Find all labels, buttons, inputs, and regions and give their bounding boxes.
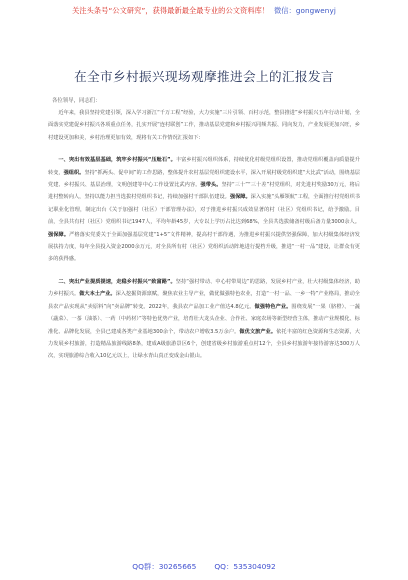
paragraph-text-run: 依托丰富的红色资源和生态资源，大力发展乡村旅游，打造精品旅游线路8条，建成A级旅游景区6个，创建省级乡村旅游重点村12个，全县乡村旅游年接待游客达300万人次，实现旅游综合收入10亿元以上，让绿水青山真正变成金山银山。: [48, 328, 360, 360]
paragraph-bold-run: 一、突出有效基层基础，筑牢乡村振兴“压舱石”。: [58, 157, 176, 164]
paragraph-text-run: 近年来，我县坚持党建引领，深入学习浙江“千万工程”经验，大力实施“三片引领、百村示范，整县推进”乡村振兴五年行动计划，全面落实党建促乡村振兴各项重点任务，扎实开展“连村联创”工作，推动基层党建和乡村振兴同频共振、同向发力，产业发展更加兴旺，乡村建设更加和美，乡村治理更加有效，现将有关工作情况汇报如下：: [48, 110, 360, 141]
document-greeting: 各位领导，同志们：: [52, 98, 101, 104]
paragraph-text-run: 丰富乡村振兴组织体系，持续优化村级党组织设置，推动党组织覆盖向质量提升转变，: [48, 157, 360, 176]
paragraph-bold-run: 二、突出产业提质提速，走稳乡村振兴“致富路”。: [58, 278, 176, 285]
footer-qq-group: QQ群：30265665: [132, 562, 197, 571]
top-banner: [0, 6, 408, 16]
banner-promo-text: 关注头条号“公文研究”，获得最新最全最专业的公文资料库！: [72, 6, 270, 15]
paragraph-bold-run: 强保障。: [229, 194, 251, 201]
paragraph-text-run: 深入实施“头雁领航”工程，全面推行村党组织书记职业化管理，制定出台《关于加强村（社区）干部管理办法》，对于推进乡村振兴成效显著的村（社区）党组织书记，给予激励。目前，全县共有村（社区）党组织书记1947人，平均年龄45岁，大专以上学历占比达到68%，全县共选拔储备村级后备力量3000余人。: [48, 194, 360, 226]
paragraph-text-run: 深入挖掘资源禀赋，聚焦农业主导产业，做优做强特色农业，打造“一村一品、一乡一特”产业格局，推动全县农产品实现从“卖原料”向“卖品牌”转变。2022年，我县农产品加工业产值达4.8亿元。: [48, 291, 360, 310]
banner-wechat-text: 微信：gongwenyj: [273, 6, 336, 15]
paragraph-bold-run: 强保障。: [48, 231, 70, 238]
paragraph-bold-run: 做优文旅产业。: [239, 328, 277, 335]
paragraph-bold-run: 做强特色产业。: [254, 303, 292, 310]
paragraph-text-run: 坚持“抓两头、促中间”的工作思路，整体提升农村基层党组织建设水平，深入开展村级党组织建“大比武”活动，围绕基层党建、乡村振兴、基层治理，文明创建等中心工作设置比武内容。: [48, 169, 360, 189]
body-paragraph: [48, 107, 360, 144]
paragraph-text-run: 坚持“强村带动、中心村带周边”的思路，发展乡村产业，壮大村级集体经济，助力乡村振兴。: [48, 278, 360, 298]
footer-contact: [0, 561, 408, 572]
body-paragraph: [48, 276, 360, 363]
paragraph-text-run: 围绕发展“一果（脐橙）、一蔬（蔬菜）、一茶（油茶）、一药（中药材）”等特色优势产业，培育壮大龙头企业、合作社、家庭农场等新型经营主体，推动产业规模化、标准化、品牌化发展，全县已建成各类产业基地300余个，带动农户增收3.5万余户。: [48, 303, 360, 335]
footer-qq: QQ：535304092: [214, 562, 276, 571]
paragraph-text-run: 坚持“三十”“三十差”村党组织，对先进村奖励30万元，将后进村整转向人，坚持以能力担当选拔村党组织书记，持续加强村干部队伍建设。: [48, 182, 360, 201]
document-body: [48, 107, 360, 555]
document-title: 在全市乡村振兴现场观摩推进会上的汇报发言: [74, 69, 334, 84]
body-paragraph: [48, 154, 360, 266]
paragraph-text-run: 严格落实党委关于全面加强基层党建“1+5”文件精神，提高村干部待遇，为推进乡村振兴提供坚强保障，加大村级集体经济发展扶持力度，每年全县投入资金2000余万元，对全县所有村（社区）党组织活动阵地进行提档升级，推进“一村一品”建设，让群众有更多的获得感。: [48, 231, 360, 263]
paragraph-bold-run: 强带头。: [200, 182, 222, 189]
paragraph-bold-run: 强组织。: [63, 169, 85, 176]
paragraph-bold-run: 做大本土产业。: [79, 291, 116, 298]
